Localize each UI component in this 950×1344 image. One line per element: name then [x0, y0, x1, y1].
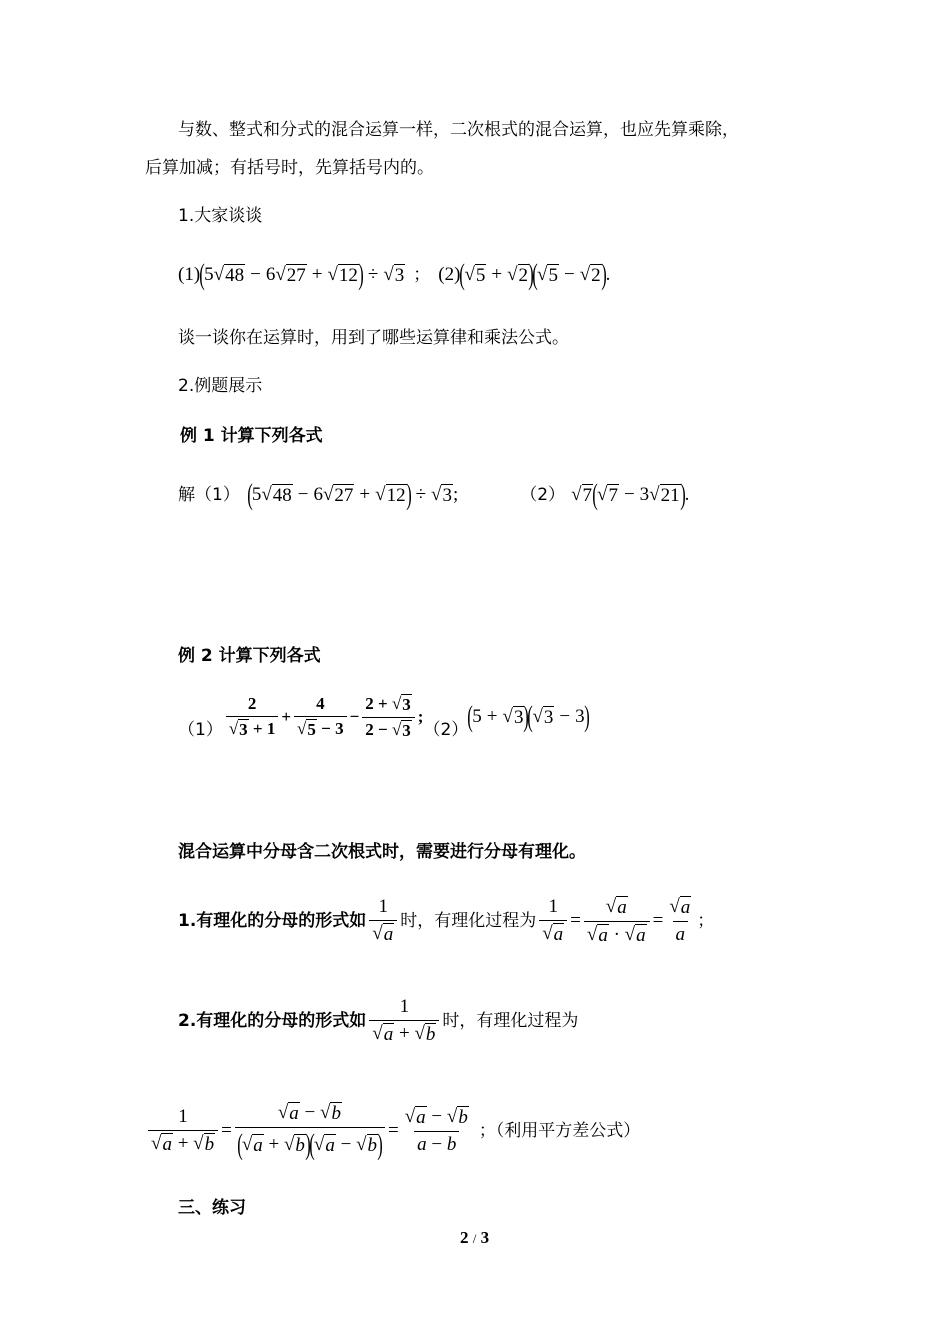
discuss-heading: 1.大家谈谈: [178, 206, 263, 226]
page-current: 2: [460, 1228, 469, 1247]
discuss-p1-label: (1): [178, 264, 201, 285]
rule-2-label: 2.有理化的分母的形式如: [178, 1011, 367, 1031]
rule-1-end: ；: [697, 911, 715, 931]
example-1-title: 例 1 计算下列各式: [180, 426, 323, 446]
example-2-title: 例 2 计算下列各式: [178, 646, 321, 666]
rule-1-mid: 时，有理化过程为: [400, 911, 537, 931]
example-1-part2-label: （2）: [520, 485, 566, 505]
example-1-expressions: 解（1） ( 5 √ 48 − 6 √ 27 + √ 12 ) ÷ √ 3 ; （2） √ 7 ( √ 7 − 3 √ 21 ) .: [178, 478, 689, 512]
rationalize-rule-2: 2.有理化的分母的形式如 1 √ a + √ b 时，有理化过程为: [178, 993, 578, 1049]
page-sep: /: [472, 1231, 477, 1246]
rationalize-rule-2-process: 1 √ a + √ b = √ a − √ b ( √ a + √ b ) ( √ a − √ b ) = √ a − √ b a − b ；（利用平方差公式）: [145, 1100, 640, 1162]
page-number: [460, 1228, 489, 1248]
rule-1-label: 1.有理化的分母的形式如: [178, 911, 367, 931]
rule-2-mid: 时，有理化过程为: [442, 1011, 579, 1031]
discuss-expressions: (1) ( 5 √ 48 − 6 √ 27 + √ 12 ) ÷ √ 3 ； (2) ( √ 5 + √ 2 ) ( √ 5 − √ 2 ) .: [178, 258, 610, 292]
intro-line-2: 后算加减；有括号时，先算括号内的。: [145, 158, 434, 178]
intro-line-1: 与数、整式和分式的混合运算一样，二次根式的混合运算，也应先算乘除，: [178, 120, 739, 140]
rationalize-rule-1: 1.有理化的分母的形式如 1 √ a 时，有理化过程为 1 √ a = √ a √ a · √ a = √ $\frac{a}{a}$ ；: [178, 893, 714, 949]
example-2-part2-label: （2）: [423, 720, 469, 740]
example-2-part1-label: （1）: [178, 720, 223, 740]
example-1-solution-label: 解（1）: [178, 485, 240, 505]
examples-heading: 2.例题展示: [178, 376, 263, 396]
practice-heading: 三、练习: [178, 1198, 246, 1218]
discuss-sep: ；: [413, 265, 431, 285]
page-total: 3: [480, 1228, 490, 1247]
rule-2-end: ；（利用平方差公式）: [478, 1121, 641, 1141]
discuss-p2-label: (2): [438, 264, 461, 285]
example-2-expressions: （1） 2 √ 3 + 1 + 4 √ 5 − 3 − 2 + √ 3 2 − √ 3 ; （2） ( 5 + √ 3 ) ( √ 3 − 3 ): [178, 692, 589, 742]
rationalize-intro: 混合运算中分母含二次根式时，需要进行分母有理化。: [178, 842, 586, 862]
discuss-question: 谈一谈你在运算时，用到了哪些运算律和乘法公式。: [178, 328, 569, 348]
